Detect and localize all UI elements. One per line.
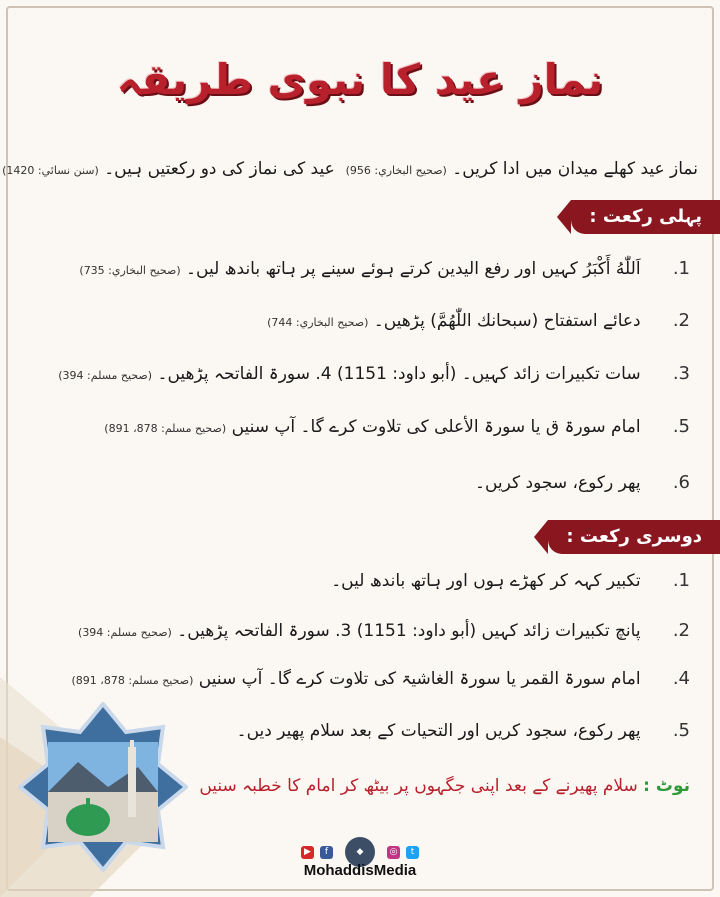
- item-number: 1.: [672, 258, 690, 279]
- rakat1-item-6: [20, 472, 690, 493]
- brand-name: MohaddisMedia: [303, 862, 417, 879]
- item-ref: (صحيح مسلم: 394): [78, 626, 172, 639]
- rakat1-item-2: [20, 310, 690, 331]
- note-label: نوٹ :: [643, 776, 690, 796]
- youtube-icon[interactable]: ▶: [301, 846, 314, 859]
- twitter-icon[interactable]: t: [406, 846, 419, 859]
- item-text: دعائے استفتاح (سبحانك اللّٰهُمَّ) پڑھیں۔: [373, 311, 641, 331]
- item-number: 6.: [672, 472, 690, 493]
- rakat1-heading: پہلی رکعت :: [571, 200, 720, 234]
- logo-icon: ◆: [345, 837, 375, 867]
- item-text: پھر رکوع، سجود کریں۔: [475, 473, 641, 493]
- rakat2-item-4: [20, 668, 690, 689]
- page-title: نماز عید کا نبوی طریقہ: [116, 55, 604, 104]
- intro-ref-b: (سنن نسائي: 1420): [2, 164, 99, 177]
- item-text: سات تکبیرات زائد کہیں۔ (أبو داود: 1151) 4. سورۃ الفاتحہ پڑھیں۔: [157, 364, 641, 384]
- item-ref: (صحيح مسلم: 878، 891): [104, 422, 227, 435]
- item-ref: (صحيح البخاري: 735): [79, 264, 181, 277]
- item-ref: (صحيح البخاري: 744): [267, 316, 369, 329]
- item-ref: (صحيح مسلم: 394): [58, 369, 153, 382]
- item-text: پانچ تکبیرات زائد کہیں (أبو داود: 1151) 3. سورۃ الفاتحہ پڑھیں۔: [177, 621, 641, 641]
- item-number: 4.: [672, 668, 690, 689]
- item-text: امام سورۃ ق یا سورۃ الأعلی کی تلاوت کرے گا۔ آپ سنیں: [231, 417, 641, 437]
- item-number: 3.: [672, 363, 690, 384]
- item-number: 2.: [672, 310, 690, 331]
- item-number: 1.: [672, 570, 690, 591]
- item-number: 5.: [672, 720, 690, 741]
- intro-ref-a: (صحيح البخاري: 956): [345, 164, 447, 177]
- instagram-icon[interactable]: ◎: [387, 846, 400, 859]
- intro-text-b: عید کی نماز کی دو رکعتیں ہیں۔: [104, 159, 335, 179]
- item-text: پھر رکوع، سجود کریں اور التحیات کے بعد سلام پھیر دیں۔: [236, 721, 641, 741]
- intro-text-a: نماز عید کھلے میدان میں ادا کریں۔: [452, 159, 698, 179]
- rakat2-item-5: [20, 720, 690, 741]
- note-text: سلام پھیرنے کے بعد اپنی جگہوں پر بیٹھ کر امام کا خطبہ سنیں: [199, 776, 638, 796]
- rakat1-item-5: [20, 416, 690, 437]
- item-number: 2.: [672, 620, 690, 641]
- rakat2-heading: دوسری رکعت :: [548, 520, 720, 554]
- facebook-icon[interactable]: f: [320, 846, 333, 859]
- item-text: امام سورۃ القمر یا سورۃ الغاشیۃ کی تلاوت کرے گا۔ آپ سنیں: [198, 669, 641, 689]
- rakat1-item-1: [20, 258, 690, 279]
- rakat2-item-2: [20, 620, 690, 641]
- note: [199, 775, 690, 796]
- rakat1-item-3: [20, 363, 690, 384]
- item-ref: (صحيح مسلم: 878، 891): [71, 674, 194, 687]
- item-number: 5.: [672, 416, 690, 437]
- rakat2-item-1: [20, 570, 690, 591]
- item-text: تکبیر کہہ کر کھڑے ہوں اور ہاتھ باندھ لیں۔: [331, 571, 641, 591]
- item-text: اَللّٰهُ أَكْبَرُ کہیں اور رفع الیدین کرتے ہوئے سینے پر ہاتھ باندھ لیں۔: [186, 259, 641, 279]
- intro-line: [2, 158, 698, 179]
